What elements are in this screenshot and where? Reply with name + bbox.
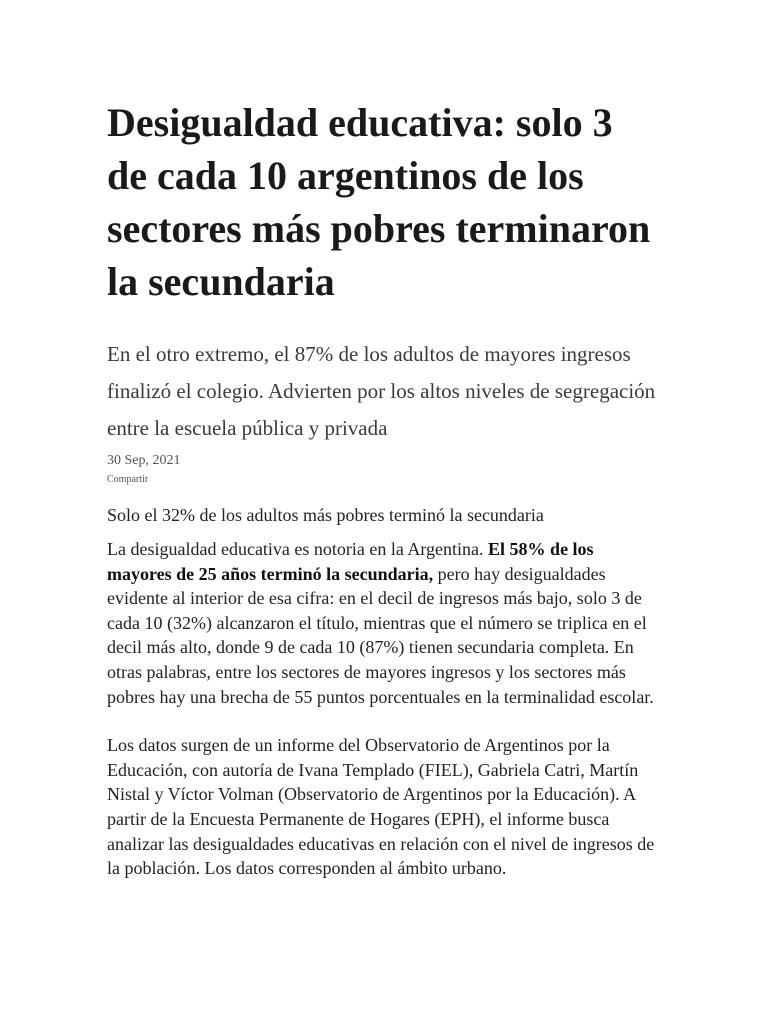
paragraph-rest: pero hay desigualdades evidente al interior de esa cifra: en el decil de ingresos más bajo, solo 3 de cada 10 (32%) alcanzaron el título, mientras que el número se triplica en el decil más alto, donde 9 de cada 10 (87%) tienen secundaria completa. En otras palabras, entre los sectores de mayores ingresos y los sectores más pobres hay una brecha de 55 puntos porcentuales en la terminalidad escolar. [107,563,654,707]
body-paragraph-1 [107,537,656,709]
body-paragraph-2: Los datos surgen de un informe del Observatorio de Argentinos por la Educación, con autoría de Ivana Templado (FIEL), Gabriela Catri, Martín Nistal y Víctor Volman (Observatorio de Argentinos por la Educación). A partir de la Encuesta Permanente de Hogares (EPH), el informe busca analizar las desigualdades educativas en relación con el nivel de ingresos de la población. Los datos corresponden al ámbito urbano. [107,735,655,879]
publish-date: 30 Sep, 2021 [107,453,181,468]
image-caption: Solo el 32% de los adultos más pobres terminó la secundaria [107,505,544,525]
article-subtitle: En el otro extremo, el 87% de los adultos de mayores ingresos finalizó el colegio. Advierten por los altos niveles de segregación entre la escuela pública y privada [107,342,656,440]
paragraph-highlight: El 58% de los mayores de 25 años terminó la secundaria, [107,539,594,584]
paragraph-intro: La desigualdad educativa es notoria en la Argentina. [107,539,489,559]
article-title: Desigualdad educativa: solo 3 de cada 10 argentinos de los sectores más pobres terminaron la secundaria [107,100,651,304]
share-link[interactable]: Compartir [107,474,149,485]
